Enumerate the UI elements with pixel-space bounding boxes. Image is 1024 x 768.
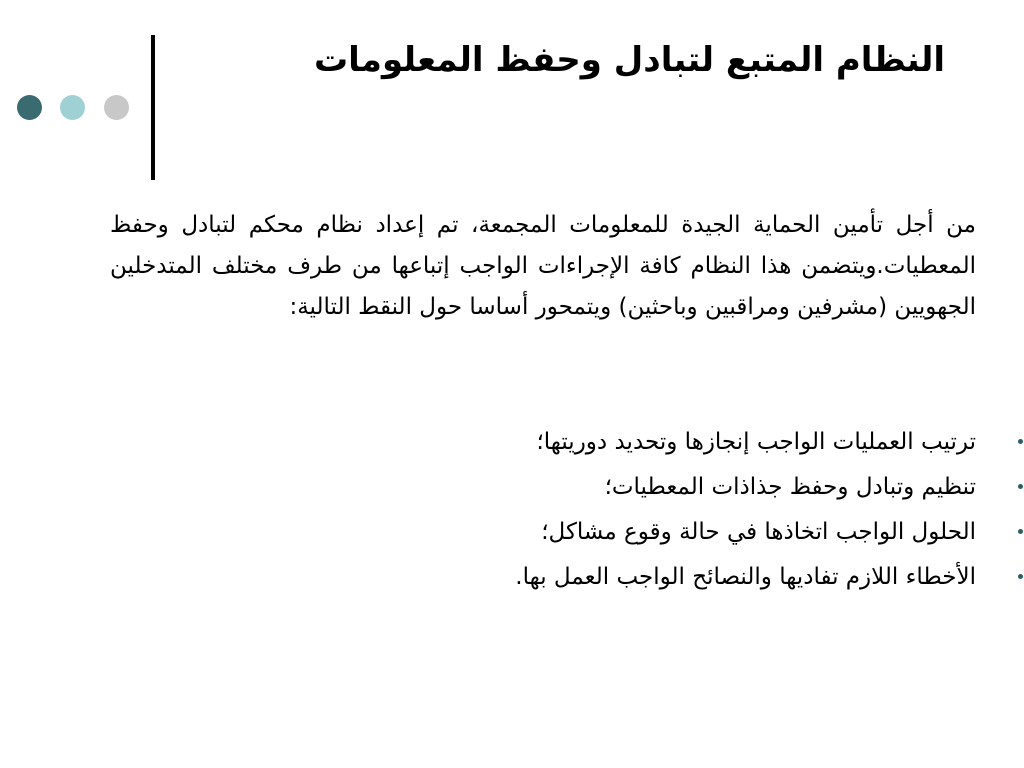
light-teal-dot-icon bbox=[60, 95, 85, 120]
bullet-item bbox=[110, 512, 986, 557]
slide-title: النظام المتبع لتبادل وحفظ المعلومات bbox=[314, 40, 945, 80]
bullet-list bbox=[110, 422, 986, 602]
bullet-dot-icon bbox=[1018, 529, 1023, 534]
bullet-text: الأخطاء اللازم تفاديها والنصائح الواجب العمل بها. bbox=[515, 564, 976, 590]
bullet-dot-icon bbox=[1018, 484, 1023, 489]
dark-teal-dot-icon bbox=[17, 95, 42, 120]
bullet-dot-icon bbox=[1018, 574, 1023, 579]
bullet-item bbox=[110, 557, 986, 602]
decorative-dots bbox=[17, 95, 137, 121]
intro-paragraph: من أجل تأمين الحماية الجيدة للمعلومات المجمعة، تم إعداد نظام محكم لتبادل وحفظ المعطيات.ويتضمن هذا النظام كافة الإجراءات الواجب إتباعها من طرف مختلف المتدخلين الجهويين (مشرفين ومراقبين وباحثين) ويتمحور أساسا حول النقط التالية: bbox=[110, 212, 976, 320]
bullet-text: ترتيب العمليات الواجب إنجازها وتحديد دوريتها؛ bbox=[536, 429, 976, 455]
gray-dot-icon bbox=[104, 95, 129, 120]
bullet-item bbox=[110, 467, 986, 512]
bullet-text: تنظيم وتبادل وحفظ جذاذات المعطيات؛ bbox=[604, 474, 976, 500]
bullet-item bbox=[110, 422, 986, 467]
bullet-dot-icon bbox=[1018, 439, 1023, 444]
title-divider bbox=[151, 35, 155, 180]
bullet-text: الحلول الواجب اتخاذها في حالة وقوع مشاكل؛ bbox=[541, 519, 976, 545]
